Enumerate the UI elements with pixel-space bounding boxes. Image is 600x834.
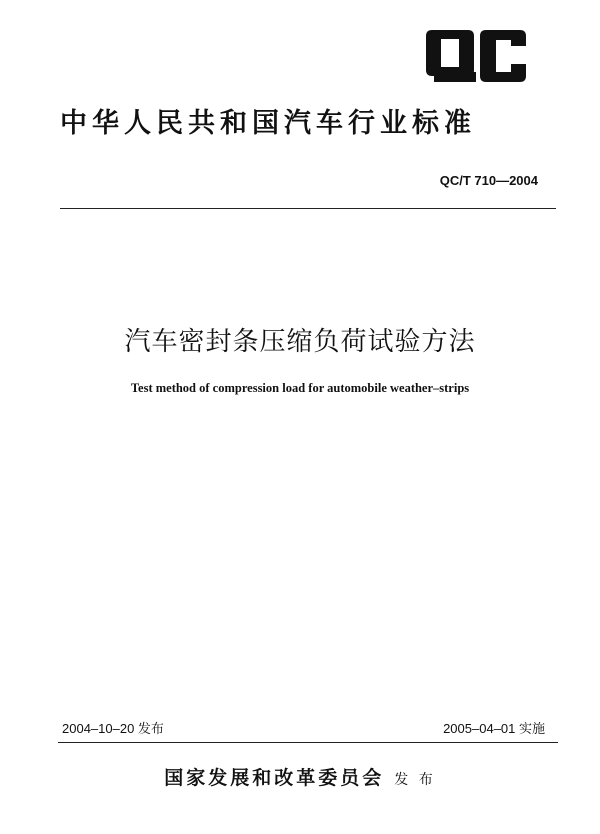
footer-divider (58, 742, 558, 743)
qc-logo-q-tail (434, 72, 476, 82)
qc-logo-graphic (426, 30, 526, 82)
industry-standard-title: 中华人民共和国汽车行业标准 (60, 108, 476, 139)
publisher-name: 国家发展和改革委员会 (164, 767, 385, 789)
publisher-suffix: 发 布 (394, 772, 436, 788)
publisher-line (0, 764, 600, 794)
header-divider (60, 208, 556, 209)
document-title-chinese: 汽车密封条压缩负荷试验方法 (124, 327, 476, 357)
qc-logo (426, 30, 526, 82)
document-title-english: Test method of compression load for automobile weather–strips (130, 381, 470, 395)
issue-date: 2004–10–20 发布 (62, 721, 164, 736)
standard-number: QC/T 710—2004 (439, 173, 538, 188)
qc-logo-letter-q (426, 30, 474, 76)
qc-logo-letter-c (480, 30, 526, 82)
implementation-date: 2005–04–01 实施 (443, 721, 545, 736)
